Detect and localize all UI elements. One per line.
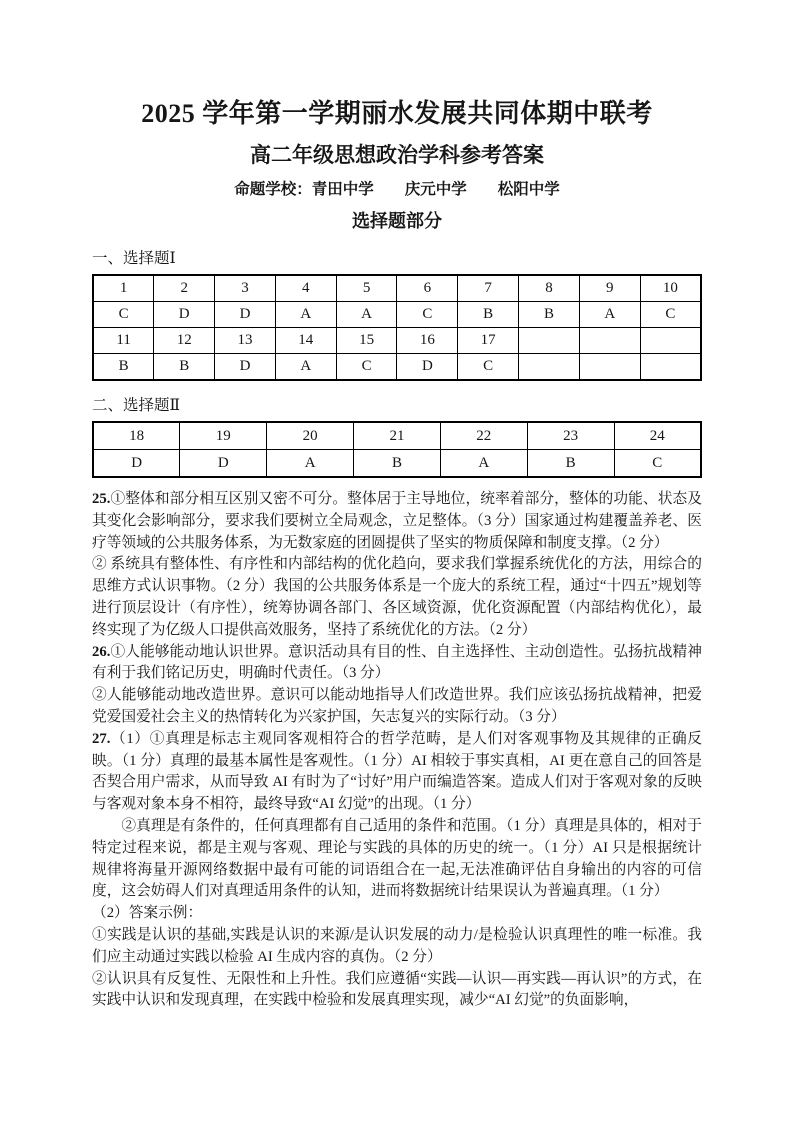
answer-cell bbox=[519, 328, 580, 354]
answer-cell: A bbox=[440, 450, 527, 478]
answer-row bbox=[93, 450, 701, 478]
answer-cell: 6 bbox=[397, 275, 458, 302]
answer-text: ①实践是认识的基础,实践是认识的来源/是认识发展的动力/是检验认识真理性的唯一标准。我们应主动通过实践以检验 AI 生成内容的真伪。（2 分） bbox=[92, 926, 702, 965]
answer-cell: A bbox=[579, 302, 640, 328]
answer-text: （1）①真理是标志主观同客观相符合的哲学范畴，是人们对客观事物及其规律的正确反映。（1 分）真理的最基本属性是客观性。（1 分）AI 相较于事实真相，AI 更在意自己的回答是否契合用户需求，从而导致 AI 有时为了“讨好”用户而编造答案。造成人们对于客观对象的反映与客观对象本身不相符，最终导致“AI 幻觉”的出现。（1 分） bbox=[92, 730, 702, 813]
choice-table-2 bbox=[92, 421, 702, 478]
answer-cell: C bbox=[458, 354, 519, 381]
answer-cell: B bbox=[458, 302, 519, 328]
answer-cell: 14 bbox=[275, 328, 336, 354]
answer-cell: A bbox=[336, 302, 397, 328]
schools-line: 命题学校：青田中学 庆元中学 松阳中学 bbox=[234, 181, 560, 198]
answer-paragraph-27-2 bbox=[92, 816, 702, 903]
answer-text: ②认识具有反复性、无限性和上升性。我们应遵循“实践—认识—再实践—再认识”的方式，在实践中认识和发现真理，在实践中检验和发展真理实现，减少“AI 幻觉”的负面影响， bbox=[92, 970, 702, 1009]
answer-cell: 11 bbox=[93, 328, 154, 354]
answer-cell bbox=[640, 328, 701, 354]
answer-cell bbox=[640, 354, 701, 381]
answer-text: ①整体和部分相互区别又密不可分。整体居于主导地位，统率着部分，整体的功能、状态及其变化会影响部分，要求我们要树立全局观念，立足整体。（3 分）国家通过构建覆盖养老、医疗等领域的公共服务体系，为无数家庭的团圆提供了坚实的物质保障和制度支撑。（2 分） bbox=[92, 491, 702, 551]
answer-cell: 4 bbox=[275, 275, 336, 302]
essay-answers bbox=[92, 489, 702, 1012]
answer-cell: 12 bbox=[154, 328, 215, 354]
answer-cell: D bbox=[154, 302, 215, 328]
answer-text: ②真理是有条件的，任何真理都有自己适用的条件和范围。（1 分）真理是具体的，相对于特定过程来说，都是主观与客观、理论与实践的具体的历史的统一。（1 分）AI 只是根据统计规律将海量开源网络数据中最有可能的词语组合在一起,无法准确评估自身输出的内容的可信度，这会妨碍人们对真理适用条件的认知，进而将数据统计结果误认为普遍真理。（1 分） bbox=[92, 817, 702, 900]
question-number: 26. bbox=[92, 643, 111, 660]
answer-cell: C bbox=[336, 354, 397, 381]
answer-cell: B bbox=[154, 354, 215, 381]
answer-cell: A bbox=[275, 302, 336, 328]
answer-cell: B bbox=[527, 450, 614, 478]
answer-cell: B bbox=[354, 450, 441, 478]
answer-text: ①人能够能动地认识世界。意识活动具有目的性、自主选择性、主动创造性。弘扬抗战精神有利于我们铭记历史，明确时代责任。（3 分） bbox=[92, 643, 702, 682]
answer-cell: 24 bbox=[614, 422, 701, 450]
answer-cell bbox=[579, 328, 640, 354]
page-title: 2025 学年第一学期丽水发展共同体期中联考 bbox=[141, 99, 653, 128]
answer-cell: D bbox=[180, 450, 267, 478]
answer-cell: D bbox=[93, 450, 180, 478]
answer-paragraph-27-1 bbox=[92, 729, 702, 816]
answer-cell: D bbox=[397, 354, 458, 381]
question-number: 27. bbox=[92, 730, 111, 747]
answer-text: ②人能够能动地改造世界。意识可以能动地指导人们改造世界。我们应该弘扬抗战精神，把爱党爱国爱社会主义的热情转化为兴家护国，矢志复兴的实际行动。（3 分） bbox=[92, 687, 702, 725]
answer-cell: 8 bbox=[519, 275, 580, 302]
choice-table-1 bbox=[92, 274, 702, 381]
answer-cell: D bbox=[215, 354, 276, 381]
answer-cell bbox=[519, 354, 580, 381]
answer-cell: 5 bbox=[336, 275, 397, 302]
answer-cell: 18 bbox=[93, 422, 180, 450]
answer-row bbox=[93, 302, 701, 328]
answer-paragraph-26-2 bbox=[92, 685, 702, 729]
answer-cell: 10 bbox=[640, 275, 701, 302]
answer-row bbox=[93, 328, 701, 354]
question-number: 25. bbox=[92, 491, 111, 507]
answer-cell: 2 bbox=[154, 275, 215, 302]
answer-cell: C bbox=[640, 302, 701, 328]
answer-cell: 19 bbox=[180, 422, 267, 450]
answer-paragraph-27-3 bbox=[92, 903, 702, 925]
answer-cell: 9 bbox=[579, 275, 640, 302]
answer-cell: A bbox=[267, 450, 354, 478]
answer-cell: 22 bbox=[440, 422, 527, 450]
page-subtitle: 高二年级思想政治学科参考答案 bbox=[250, 143, 544, 167]
answer-row bbox=[93, 275, 701, 302]
answer-cell: D bbox=[215, 302, 276, 328]
answer-row bbox=[93, 354, 701, 381]
answer-cell: 16 bbox=[397, 328, 458, 354]
answer-cell: C bbox=[614, 450, 701, 478]
answer-cell: 1 bbox=[93, 275, 154, 302]
answer-cell: 3 bbox=[215, 275, 276, 302]
answer-row bbox=[93, 422, 701, 450]
answer-cell: 21 bbox=[354, 422, 441, 450]
answer-cell: B bbox=[93, 354, 154, 381]
answer-paragraph-27-4 bbox=[92, 925, 702, 969]
answer-cell: 20 bbox=[267, 422, 354, 450]
answer-cell: B bbox=[519, 302, 580, 328]
answer-cell: A bbox=[275, 354, 336, 381]
answer-cell: 17 bbox=[458, 328, 519, 354]
choice-table-1-label: 一、选择题Ⅰ bbox=[92, 250, 176, 267]
answer-cell: 13 bbox=[215, 328, 276, 354]
answer-cell: 7 bbox=[458, 275, 519, 302]
section-header: 选择题部分 bbox=[352, 211, 442, 231]
answer-paragraph-25-1 bbox=[92, 489, 702, 554]
answer-paragraph-27-5 bbox=[92, 969, 702, 1013]
answer-text: ② 系统具有整体性、有序性和内部结构的优化趋向，要求我们掌握系统优化的方法，用综合的思维方式认识事物。（2 分）我国的公共服务体系是一个庞大的系统工程，通过“十四五”规划等进行顶层设计（有序性），统筹协调各部门、各区域资源，优化资源配置（内部结构优化），最终实现了为亿级人口提供高效服务，坚持了系统优化的方法。（2 分） bbox=[92, 556, 702, 638]
answer-cell: C bbox=[397, 302, 458, 328]
answer-paragraph-25-2 bbox=[92, 554, 702, 641]
answer-cell bbox=[579, 354, 640, 381]
answer-cell: 15 bbox=[336, 328, 397, 354]
choice-table-2-label: 二、选择题Ⅱ bbox=[92, 397, 181, 414]
answer-cell: C bbox=[93, 302, 154, 328]
answer-paragraph-26-1 bbox=[92, 642, 702, 686]
answer-text: （2）答案示例： bbox=[92, 905, 203, 922]
answer-cell: 23 bbox=[527, 422, 614, 450]
